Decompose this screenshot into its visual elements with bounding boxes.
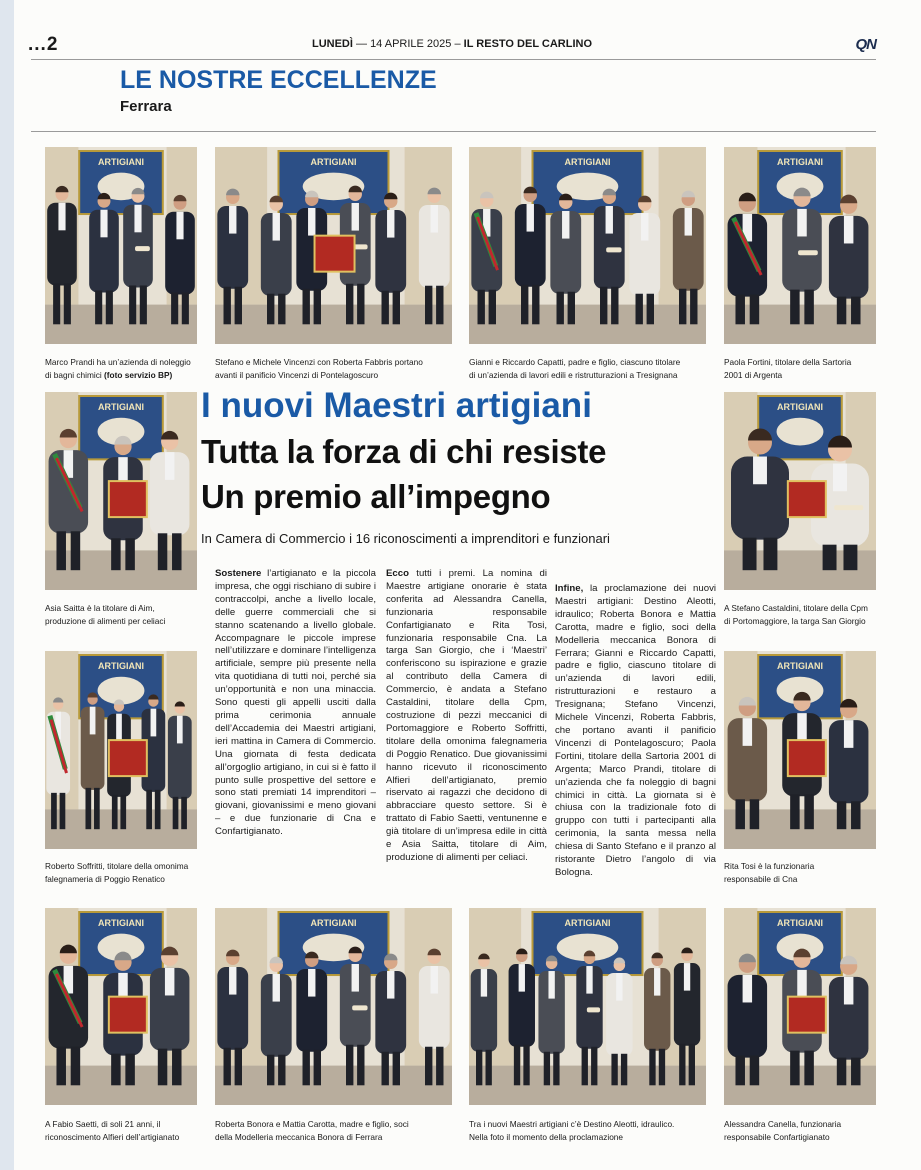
- person-leg: [314, 289, 321, 325]
- photo-aleotti: [469, 908, 706, 1105]
- banner-text: ARTIGIANI: [777, 402, 823, 412]
- person-leg: [71, 1047, 80, 1086]
- caption-line: Roberta Bonora e Mattia Carotta, madre e figlio, soci: [215, 1119, 409, 1129]
- person-leg: [763, 538, 777, 571]
- person-leg: [125, 538, 134, 570]
- photo-scene: [724, 392, 876, 590]
- caption-line: Roberto Soffritti, titolare della omonima: [45, 861, 189, 871]
- runner-date: 14 APRILE 2025: [370, 38, 452, 50]
- person-leg: [56, 531, 65, 570]
- caption-line: A Fabio Saetti, di soli 21 anni, il: [45, 1119, 161, 1129]
- person-shirt: [548, 971, 554, 999]
- person-leg: [600, 287, 607, 325]
- person-leg: [71, 531, 80, 570]
- scroll-diploma: [135, 246, 150, 251]
- caption-line: falegnameria di Poggio Renatico: [45, 873, 165, 884]
- scroll-diploma: [352, 1005, 367, 1010]
- header-rule: [31, 59, 876, 60]
- banner-text: ARTIGIANI: [564, 918, 611, 928]
- person-shirt: [431, 966, 438, 994]
- person-shirt: [387, 971, 394, 999]
- banner-emblem: [777, 418, 824, 446]
- person-shirt: [177, 716, 183, 744]
- person-leg: [679, 289, 686, 325]
- person-leg: [224, 1048, 231, 1086]
- photo-scene: [469, 147, 706, 344]
- person-shirt: [743, 975, 752, 1003]
- caption-line: Stefano e Michele Vincenzi con Roberta Fabbris portano: [215, 357, 423, 367]
- person-leg: [267, 294, 274, 325]
- person-shirt: [797, 209, 806, 237]
- person-shirt: [844, 720, 853, 748]
- person-leg: [346, 1045, 353, 1086]
- person-shirt: [685, 208, 692, 236]
- photo-scene: [724, 147, 876, 344]
- person-leg: [851, 297, 860, 325]
- person-leg: [125, 1054, 134, 1086]
- person-leg: [486, 1050, 492, 1086]
- person-leg: [53, 283, 60, 324]
- person-leg: [357, 284, 364, 325]
- person-leg: [314, 1050, 321, 1086]
- caption-line: della Modelleria meccanica Bonora di Ferrara: [215, 1131, 383, 1142]
- article-column-1: [215, 568, 376, 839]
- caption-line: Alessandra Canella, funzionaria: [724, 1119, 842, 1129]
- person-leg: [804, 1051, 813, 1086]
- person-leg: [679, 1044, 685, 1086]
- scroll-diploma: [587, 1007, 600, 1012]
- caption-tosi: [724, 860, 884, 885]
- person-leg: [56, 1047, 65, 1086]
- person-leg: [659, 1049, 665, 1086]
- person-leg: [514, 1045, 520, 1086]
- person-leg: [851, 1058, 860, 1086]
- person-leg: [689, 1044, 695, 1086]
- caption-line: A Stefano Castaldini, titolare della Cpm: [724, 603, 868, 613]
- caption-saetti: [45, 1118, 210, 1143]
- person-shirt: [116, 714, 122, 742]
- banner-text: ARTIGIANI: [777, 918, 823, 928]
- person-leg: [582, 1047, 588, 1086]
- person-leg: [278, 294, 285, 325]
- caption-saitta: [45, 602, 210, 627]
- caption-line: di Portomaggiore, la targa San Giorgio: [724, 615, 866, 626]
- photo-scene: [45, 147, 197, 344]
- person-shirt: [833, 464, 847, 492]
- banner-text: ARTIGIANI: [98, 157, 144, 167]
- person-shirt: [586, 966, 592, 994]
- person-leg: [112, 795, 118, 829]
- person-shirt: [165, 968, 174, 996]
- caption-canella: [724, 1118, 884, 1143]
- person-leg: [303, 1050, 310, 1086]
- photo-scene: [45, 908, 197, 1105]
- caption-castaldini: [724, 602, 889, 627]
- person-shirt: [100, 210, 107, 238]
- person-leg: [172, 533, 181, 570]
- caption-line: Tra i nuovi Maestri artigiani c’è Destino Aleotti, idraulico.: [469, 1119, 675, 1129]
- caption-line: Rita Tosi è la funzionaria: [724, 861, 815, 871]
- floor: [215, 1066, 452, 1105]
- person-leg: [158, 533, 167, 570]
- photo-scene: [724, 908, 876, 1105]
- award-plaque: [109, 997, 147, 1033]
- person-leg: [553, 1052, 559, 1086]
- caption-line: avanti il panificio Vincenzi di Pontelagoscuro: [215, 369, 379, 380]
- photo-scene: [45, 651, 197, 849]
- section-title: LE NOSTRE ECCELLENZE: [120, 66, 437, 94]
- person-leg: [636, 294, 643, 325]
- person-leg: [95, 290, 102, 324]
- photo-vincenzi: [215, 147, 452, 344]
- photo-scene: [215, 908, 452, 1105]
- person-shirt: [229, 967, 236, 995]
- person-shirt: [58, 203, 65, 231]
- person-shirt: [90, 707, 96, 735]
- photo-prandi: [45, 147, 197, 344]
- person-shirt: [308, 208, 315, 236]
- photo-tosi: [724, 651, 876, 849]
- person-leg: [51, 793, 57, 829]
- person-leg: [155, 790, 161, 829]
- person-leg: [743, 538, 757, 571]
- person-leg: [532, 285, 539, 325]
- person-leg: [278, 1055, 285, 1086]
- person-leg: [647, 294, 654, 325]
- photo-canella: [724, 908, 876, 1105]
- person-shirt: [606, 206, 613, 234]
- person-leg: [837, 801, 846, 829]
- award-plaque: [315, 236, 355, 272]
- person-leg: [750, 1056, 759, 1086]
- person-leg: [750, 295, 759, 325]
- caption-prandi: [45, 356, 210, 381]
- scroll-diploma: [606, 247, 621, 252]
- person-shirt: [229, 206, 236, 234]
- photo-scene: [45, 392, 197, 590]
- caption-line: Marco Prandi ha un’azienda di noleggio: [45, 357, 191, 367]
- person-shirt: [562, 211, 569, 239]
- person-shirt: [273, 974, 280, 1002]
- person-leg: [750, 799, 759, 829]
- column-text: l’artigianato e la piccola impresa, che oggi rischiano di subire i contraccolpi, anche a livello locale, delle guerre commerciali che si stanno scatenando a livello globale. Accompagnare le piccole imprese nell’utilizzare e dominare l’intelligenza artificiale, sempre più presente nella vita quotidiana di tutti noi, perché sia un’opportunità e non una minaccia. Sono questi gli appelli usciti dalla prima cerimonia annuale dell’Accademia dei Maestri artigiani, ieri mattina in Camera di Commercio. Una giornata di festa dedicata all’orgoglio artigiano, in cui si è fatto il punto sulle prospettive del settore e sono stati premiati 14 imprenditori – giovani, giovanissimi e meno giovani – e due funzionarie di Cna e Confartigianato.: [215, 568, 376, 838]
- person-leg: [591, 1047, 597, 1086]
- person-leg: [804, 290, 813, 325]
- person-leg: [172, 1049, 181, 1086]
- caption-line: di un’azienda di lavori edili e ristrutturazioni a Tresignana: [469, 369, 678, 380]
- person-shirt: [387, 210, 394, 238]
- caption-line: 2001 di Argenta: [724, 369, 783, 380]
- caption-line: Nella foto il momento della proclamazione: [469, 1131, 624, 1142]
- person-leg: [393, 1052, 400, 1086]
- person-leg: [94, 788, 100, 829]
- person-shirt: [519, 964, 525, 992]
- section-rule: [31, 131, 876, 132]
- caption-fortini: [724, 356, 884, 381]
- person-leg: [557, 292, 564, 325]
- person-leg: [523, 1045, 529, 1086]
- person-leg: [837, 297, 846, 325]
- photo-credit: (foto servizio BP): [104, 369, 173, 380]
- person-shirt: [844, 977, 853, 1005]
- person-leg: [129, 285, 136, 324]
- person-shirt: [654, 968, 660, 996]
- award-plaque: [788, 481, 826, 517]
- column-lead: Ecco: [386, 568, 409, 579]
- scroll-diploma: [798, 250, 818, 255]
- person-shirt: [616, 973, 622, 1001]
- person-leg: [182, 292, 189, 324]
- photo-fortini: [724, 147, 876, 344]
- person-shirt: [176, 212, 183, 240]
- person-leg: [843, 545, 857, 571]
- caption-line: Asia Saitta è la titolare di Aim,: [45, 603, 155, 613]
- person-leg: [171, 292, 178, 324]
- person-leg: [235, 1048, 242, 1086]
- photo-bonora: [215, 908, 452, 1105]
- person-leg: [568, 292, 575, 325]
- banner-text: ARTIGIANI: [564, 157, 611, 167]
- person-leg: [393, 291, 400, 325]
- person-leg: [436, 1047, 443, 1086]
- photo-scene: [215, 147, 452, 344]
- caption-bonora: [215, 1118, 460, 1143]
- person-leg: [85, 788, 91, 829]
- person-shirt: [352, 964, 359, 992]
- banner-text: ARTIGIANI: [777, 157, 823, 167]
- person-leg: [823, 545, 837, 571]
- banner-text: ARTIGIANI: [310, 918, 357, 928]
- person-leg: [425, 286, 432, 325]
- person-leg: [346, 284, 353, 325]
- runner-paper: IL RESTO DEL CARLINO: [463, 38, 593, 50]
- photo-saitta: [45, 392, 197, 590]
- photo-scene: [724, 651, 876, 849]
- person-leg: [476, 1050, 482, 1086]
- caption-line: responsabile di Cna: [724, 873, 798, 884]
- person-leg: [267, 1055, 274, 1086]
- person-leg: [735, 295, 744, 325]
- award-plaque: [109, 740, 147, 776]
- person-shirt: [134, 205, 141, 233]
- photo-capatti: [469, 147, 706, 344]
- person-leg: [158, 1049, 167, 1086]
- person-leg: [111, 1054, 120, 1086]
- scroll-diploma: [834, 505, 863, 510]
- banner-text: ARTIGIANI: [98, 918, 144, 928]
- person-shirt: [743, 718, 752, 746]
- caption-line: [45, 369, 210, 382]
- person-shirt: [308, 969, 315, 997]
- caption-aleotti: [469, 1118, 719, 1143]
- person-leg: [804, 794, 813, 829]
- person-leg: [690, 289, 697, 325]
- column-text: la proclamazione dei nuovi Maestri artigiani: Destino Aleotti, idraulico; Roberta Bonora e Mattia Carotta, madre e figlio, soci della Modelleria meccanica Bonora di Ferrara; Gianni e Riccardo Capatti, padre e figlio, ciascuno titolare di un’azienda di lavori edili, ristrutturazioni e restauro a Tresignana; Stefano Vincenzi, Michele Vincenzi, Roberta Fabbris, che portano avanti il panificio Vincenzi di Pontelagoscuro; Paola Fortini, titolare della Sartoria 2001 di Argenta; Marco Prandi, titolare di un’azienda che fa noleggio di bagni chimici in città. La giornata si è chiusa con la tradizionale foto di gruppo con tutti i partecipanti alla cerimonia, la santa messa nella chiesa di Santo Stefano e il pranzo al ristorante Dietro l’angolo di via Bologna.: [555, 583, 716, 878]
- person-leg: [837, 1058, 846, 1086]
- runner-sep1: —: [356, 38, 367, 50]
- person-leg: [146, 790, 152, 829]
- person-leg: [521, 285, 528, 325]
- person-leg: [478, 290, 485, 325]
- person-leg: [790, 794, 799, 829]
- person-leg: [489, 290, 496, 325]
- caption-capatti: [469, 356, 719, 381]
- photo-soffritti: [45, 651, 197, 849]
- person-leg: [106, 290, 113, 324]
- person-leg: [735, 1056, 744, 1086]
- caption-soffritti: [45, 860, 210, 885]
- caption-line: riconoscimento Alfieri dell’artigianato: [45, 1131, 180, 1142]
- photo-castaldini: [724, 392, 876, 590]
- article-headline-2: Un premio all’impegno: [201, 478, 551, 515]
- person-shirt: [481, 969, 487, 997]
- runner-day: LUNEDÌ: [311, 38, 353, 50]
- article-kicker: I nuovi Maestri artigiani: [201, 386, 592, 425]
- award-plaque: [109, 481, 147, 517]
- person-leg: [111, 538, 120, 570]
- person-leg: [357, 1045, 364, 1086]
- person-leg: [611, 287, 618, 325]
- person-leg: [851, 801, 860, 829]
- caption-line: Gianni e Riccardo Capatti, padre e figlio, ciascuno titolare: [469, 357, 681, 367]
- person-shirt: [151, 709, 157, 737]
- caption-line: Paola Fortini, titolare della Sartoria: [724, 357, 852, 367]
- person-leg: [235, 287, 242, 325]
- person-leg: [60, 793, 66, 829]
- person-shirt: [797, 970, 806, 998]
- runner-sep2: –: [454, 38, 461, 50]
- caption-line: produzione di alimenti per celiaci: [45, 615, 166, 626]
- article-column-2: [386, 568, 547, 865]
- person-leg: [382, 1052, 389, 1086]
- person-shirt: [641, 213, 648, 241]
- person-leg: [790, 290, 799, 325]
- person-shirt: [797, 713, 806, 741]
- person-leg: [649, 1049, 655, 1086]
- person-shirt: [431, 205, 438, 233]
- person-leg: [140, 285, 147, 324]
- article-headline-1: Tutta la forza di chi resiste: [201, 433, 607, 470]
- column-text: tutti i premi. La nomina di Maestre artigiane onorarie è stata conferita ad Alessandra Canella, funzionaria responsabile Confartigianato e Rita Tosi, funzionaria responsabile Cna. La targa San Giorgio, che i ‘Maestri’ conferiscono su ispirazione e grazie al contributo della Camera di Commercio, è andata a Stefano Castaldini, titolare della Cpm, costruzione di pezzi meccanici di Portomaggiore e Roberto Soffritti, titolare della omonima falegnameria di Poggio Renatico. Due giovanissimi hanno ricevuto il riconoscimento Alfieri dell’artigianato, premio riservato ai ragazzi che decidono di abbracciare questo settore. Si è trattato di Fabio Saetti, ventunenne e già titolare di un’impresa edile in città e Asia Saitta, titolare di Aim, produzione di alimenti per celiaci.: [386, 568, 547, 863]
- person-leg: [735, 799, 744, 829]
- floor: [215, 305, 452, 344]
- article-column-3: [555, 583, 716, 880]
- banner-text: ARTIGIANI: [98, 661, 144, 671]
- caption-line: responsabile Confartigianato: [724, 1131, 830, 1142]
- person-shirt: [684, 963, 690, 991]
- column-lead: Sostenere: [215, 568, 262, 579]
- photo-scene: [469, 908, 706, 1105]
- award-plaque: [788, 997, 826, 1033]
- floor: [469, 305, 706, 344]
- person-leg: [181, 797, 187, 829]
- column-lead: Infine,: [555, 583, 584, 594]
- person-leg: [120, 795, 126, 829]
- person-shirt: [352, 203, 359, 231]
- banner-text: ARTIGIANI: [310, 157, 357, 167]
- caption-vincenzi: [215, 356, 460, 381]
- award-plaque: [788, 740, 826, 776]
- person-shirt: [844, 216, 853, 244]
- person-leg: [224, 287, 231, 325]
- person-shirt: [753, 457, 767, 485]
- person-leg: [64, 283, 71, 324]
- person-leg: [425, 1047, 432, 1086]
- person-shirt: [527, 204, 534, 232]
- banner-text: ARTIGIANI: [98, 402, 144, 412]
- person-leg: [382, 291, 389, 325]
- person-leg: [173, 797, 179, 829]
- caption-text: di bagni chimici: [45, 369, 105, 380]
- person-leg: [544, 1052, 550, 1086]
- qn-logo: QN: [855, 36, 876, 53]
- person-shirt: [165, 452, 174, 480]
- running-header: [28, 38, 876, 50]
- person-leg: [611, 1054, 617, 1086]
- page-number: ...2: [28, 34, 59, 55]
- person-leg: [303, 289, 310, 325]
- person-leg: [790, 1051, 799, 1086]
- person-leg: [621, 1054, 627, 1086]
- banner-text: ARTIGIANI: [777, 661, 823, 671]
- photo-saetti: [45, 908, 197, 1105]
- person-shirt: [273, 213, 280, 241]
- page-header: [28, 34, 876, 56]
- person-leg: [436, 286, 443, 325]
- section-city: Ferrara: [120, 98, 172, 115]
- article-deck: In Camera di Commercio i 16 riconoscimenti a imprenditori e funzionari: [201, 531, 610, 546]
